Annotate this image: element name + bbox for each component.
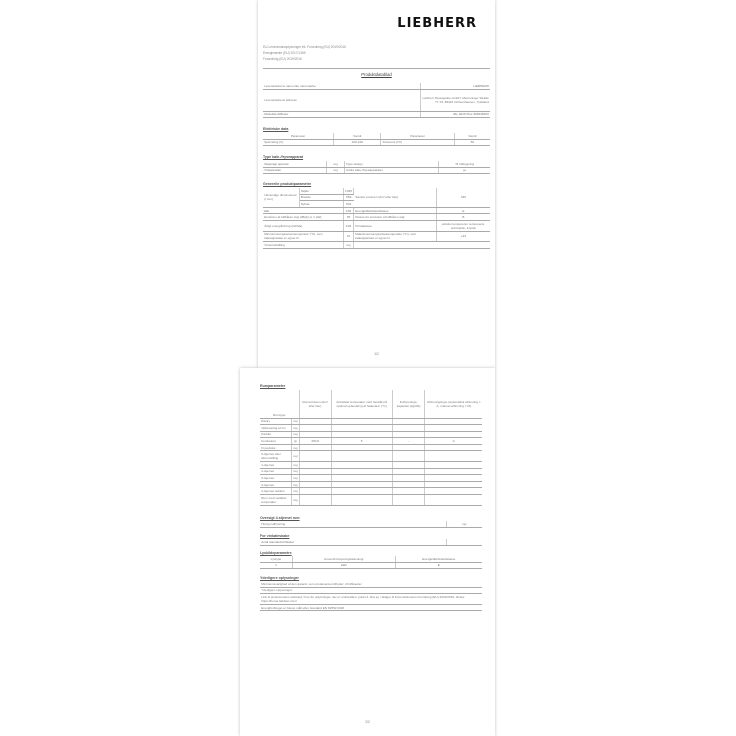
cell [425, 481, 482, 488]
cell [331, 425, 392, 432]
cell: +43 [436, 231, 490, 242]
cell: nej [293, 425, 298, 430]
header-line: EU-Leverandøroplysninger iht. Forordning (EU) 2019/2016 [263, 45, 346, 49]
cell: nej [293, 482, 298, 487]
cell: B [436, 214, 490, 221]
cell: nej [327, 161, 345, 167]
table-row [260, 488, 482, 495]
th: Indfrysnings-kapacitet (kg/24t) [392, 390, 425, 418]
general-table [263, 188, 490, 249]
cell: nej [293, 445, 298, 450]
cell: 3-stjernet [260, 475, 292, 482]
cell [331, 488, 392, 495]
cell: udvidet tempereret, tempereret, subtropisk, tropisk [436, 220, 490, 231]
th: Anvendt belysningsteknologi [292, 556, 395, 562]
cell [299, 475, 331, 482]
cell: 1-stjernet [260, 462, 292, 469]
cell [392, 431, 425, 438]
cell [299, 431, 331, 438]
table-row [260, 475, 482, 482]
cell [331, 418, 392, 425]
cell: 220-240 [334, 139, 381, 146]
cell [392, 418, 425, 425]
cell [331, 495, 392, 506]
th: Lystype [260, 556, 292, 562]
cell: Maksimumsomgivelsestemperatur (°C), som køleapparatet er egnet til [354, 231, 437, 242]
cell: E [436, 207, 490, 214]
cell [331, 451, 392, 462]
cell: nej [293, 469, 298, 474]
compartment-table [260, 390, 482, 506]
section-heading: For vinkøleskabe [260, 534, 290, 538]
cell: Minimumsomgivelsestemperatur (°C), som køleapparatet er egnet til [263, 231, 343, 242]
section-heading: Lyskildeparametre [260, 551, 292, 555]
label: Leverandørens adresse [263, 89, 420, 111]
cell: nej [292, 451, 300, 462]
cell: Højde [299, 188, 343, 194]
th: Værdi [334, 133, 381, 139]
type-table [263, 161, 490, 174]
section-heading: Oversigt 4-stjernet rum [260, 516, 300, 520]
cell: EEI [263, 207, 343, 214]
cell: 1 [260, 562, 292, 569]
cell: nej [293, 489, 298, 494]
th: Rumtype [260, 390, 299, 418]
th: Parameter [263, 133, 334, 139]
cell: Vinkøleskab [263, 167, 327, 174]
cell [425, 475, 482, 482]
cell [425, 462, 482, 469]
cell [299, 425, 331, 432]
supplier-table [263, 83, 490, 118]
cell [299, 418, 331, 425]
electrical-table [263, 133, 490, 146]
cell [425, 451, 482, 462]
th: Parameter [381, 133, 454, 139]
cell: 0-stjernet eller isfremstilling [260, 451, 292, 462]
page-number: 2/2 [365, 720, 370, 724]
cell: 2-stjernet sektion [260, 488, 292, 495]
cell: Vinterindstilling [263, 242, 343, 249]
cell: Energiforbruget er blevet målt efter standard EN 62552:2020 [260, 604, 482, 611]
cell: E [395, 562, 482, 569]
table-row [260, 468, 482, 475]
wine-table [260, 539, 482, 546]
cell: Bredde [299, 194, 343, 201]
cell: Ferskvarer [260, 438, 292, 445]
header-line: Forordning (EU) 2019/2016 [263, 57, 302, 61]
cell: 330,8 [299, 438, 331, 445]
cell: Til indbygning [439, 161, 490, 167]
cell: nej [446, 521, 482, 527]
cell: 330 [436, 188, 490, 207]
cell: 2-stjernet [260, 468, 292, 475]
cell: Rum med variabel temperatur [260, 495, 292, 506]
cell [392, 444, 425, 451]
cell: Klasse for emission af luftbåren støj [354, 214, 437, 221]
cell: Minimumsvarighed af den garanti, som producenten tilbyder: 24 Måneder [260, 581, 482, 587]
cell: 559 [343, 194, 353, 201]
table-row [260, 481, 482, 488]
label: Leverandørens navn eller varemærke [263, 83, 420, 89]
th: Anbefalet temperatur med henblik på optimal opbevaring af fødevarer (°C) [331, 390, 392, 418]
cell [331, 481, 392, 488]
cell [331, 462, 392, 469]
page-number: 1/2 [374, 352, 379, 356]
cell [299, 451, 331, 462]
table-row [260, 418, 482, 425]
cell: ja [292, 438, 300, 445]
cell [299, 444, 331, 451]
light-table [260, 556, 482, 569]
cell: 35 [343, 214, 353, 221]
cell: Fryseboks [260, 444, 292, 451]
cell: 4-stjernet [260, 481, 292, 488]
cell: 5 [331, 438, 392, 445]
fourstar-table [260, 521, 482, 528]
cell [299, 495, 331, 506]
cell: Spænding (V) [263, 139, 334, 146]
datasheet-page-2 [240, 368, 495, 736]
th: Energieffektivitetsklasse [395, 556, 482, 562]
cell: 50 [454, 139, 490, 146]
section-heading: Generelle produktparametre [263, 182, 312, 186]
cell [299, 481, 331, 488]
value: IRe 4020 Plus 998338400 [420, 111, 490, 118]
cell: 108 [343, 207, 353, 214]
cell: nej [293, 419, 298, 424]
cell: nej [293, 476, 298, 481]
liebherr-logo: LIEBHERR [397, 16, 477, 31]
cell [299, 488, 331, 495]
table-row [260, 431, 482, 438]
table-row [260, 495, 482, 506]
cell: Link til producentens websted, hvor de oplysninger, der er omhandlet i punkt 4, litra a), i bilaget til Kommissionens forordning (EU) 2019/2019, findes: https://home.liebherr.com/ [260, 594, 482, 605]
cell [425, 431, 482, 438]
cell: Antal standardvinflasker [260, 539, 446, 545]
cell [425, 488, 482, 495]
cell: 10 [343, 231, 353, 242]
cell [425, 495, 482, 506]
section-heading: Rumparametre [260, 384, 286, 388]
cell: Årligt energiforbrug (kWh/a) [263, 220, 343, 231]
cell [425, 418, 482, 425]
cell: Dybde [299, 201, 343, 208]
cell [392, 475, 425, 482]
cell [299, 462, 331, 469]
table-row [260, 438, 482, 445]
cell [425, 468, 482, 475]
cell [446, 539, 482, 545]
cell: Udvendige dimensioner (i mm) [263, 188, 299, 207]
cell: ja [439, 167, 490, 174]
cell: - [392, 438, 425, 445]
cell: Frekvens (Hz) [381, 139, 454, 146]
cell: Andre køle-/fryseapparater [344, 167, 438, 174]
cell: 544 [343, 201, 353, 208]
cell [425, 425, 482, 432]
cell: Yderligere oplysninger: [260, 587, 482, 594]
extra-info-table [260, 581, 482, 611]
th: Rumvolumen (dm³ eller liter) [299, 390, 331, 418]
cell: Energieffektivitetsklasse [354, 207, 437, 214]
table-row [260, 444, 482, 451]
table-row [260, 462, 482, 469]
cell [354, 242, 490, 249]
header-line: Energimærke (EU) 2017/1369 [263, 51, 306, 55]
cell [299, 468, 331, 475]
cell: nej [343, 242, 353, 249]
th: Værdi [454, 133, 490, 139]
datasheet-page-1 [258, 0, 495, 368]
th: Afrimningstype (automatisk afrimning = A, manuel afrimning = M) [425, 390, 482, 418]
cell: A [425, 438, 482, 445]
cell: Samlet volumen (dm³ eller liter) [354, 188, 437, 207]
cell: 1395 [345, 188, 352, 193]
cell [331, 444, 392, 451]
cell: Klimaklasse [354, 220, 437, 231]
cell: 108 [343, 220, 353, 231]
cell: nej [327, 167, 345, 174]
cell: nej [293, 432, 298, 437]
cell: nej [293, 462, 298, 467]
value: Liebherr-Hausgeräte GmbH, Memminger Straße 77-79, 88416 Ochsenhausen, Tyskland [420, 89, 490, 111]
page-title: Produktdatablad [361, 72, 392, 77]
cell [425, 444, 482, 451]
section-heading: Elektriske data [263, 127, 289, 131]
value: LIEBHERR [420, 83, 490, 89]
table-row [260, 451, 482, 462]
section-heading: Yderligere oplysninger [260, 576, 299, 580]
cell [392, 488, 425, 495]
section-heading: Type køle-/fryseapparat [263, 155, 304, 159]
table-row [260, 425, 482, 432]
cell [392, 495, 425, 506]
cell: LED [292, 562, 395, 569]
cell: Type design [344, 161, 438, 167]
cell [331, 475, 392, 482]
cell: Opbevaring af vin [260, 425, 292, 432]
cell: Støjsvagt apparat [263, 161, 327, 167]
cell [331, 468, 392, 475]
cell [392, 462, 425, 469]
cell [392, 425, 425, 432]
cell: Hurtig indfrysning [260, 521, 446, 527]
cell: Emission af luftbåren støj (dB(A) re 1 pW) [263, 214, 343, 221]
cell: Kælder [260, 431, 292, 438]
cell: Pantry [260, 418, 292, 425]
cell [331, 431, 392, 438]
cell [392, 451, 425, 462]
cell: nej [292, 495, 300, 506]
label: Modelidentifikator [263, 111, 420, 118]
cell [392, 468, 425, 475]
cell [392, 481, 425, 488]
